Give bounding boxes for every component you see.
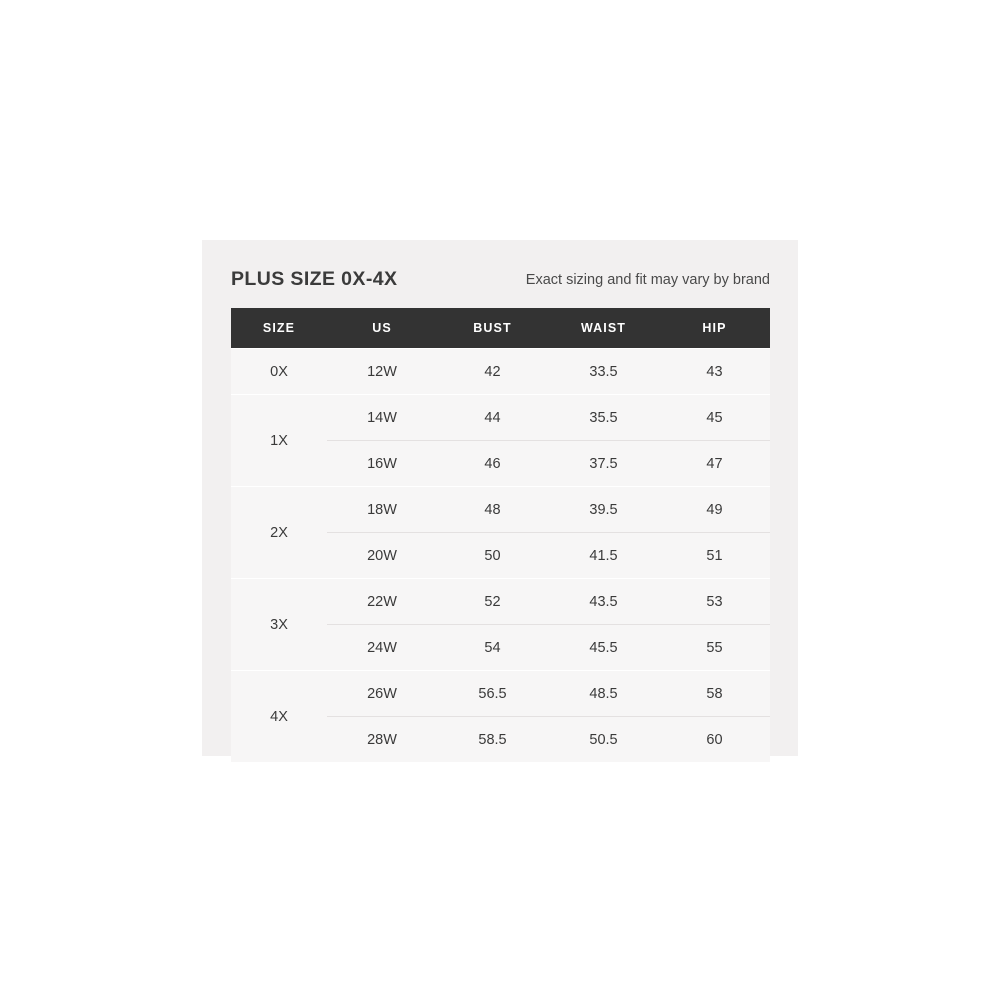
cell-hip: 58	[659, 671, 770, 717]
cell-size: 4X	[231, 671, 327, 763]
cell-hip: 60	[659, 717, 770, 763]
size-table-wrapper	[231, 308, 770, 762]
cell-us: 22W	[327, 579, 437, 625]
cell-bust: 52	[437, 579, 548, 625]
table-row	[231, 487, 770, 533]
column-header-us: US	[327, 308, 437, 349]
cell-waist: 43.5	[548, 579, 659, 625]
card-header	[202, 240, 798, 308]
cell-bust: 46	[437, 441, 548, 487]
cell-us: 18W	[327, 487, 437, 533]
column-header-waist: WAIST	[548, 308, 659, 349]
cell-waist: 33.5	[548, 349, 659, 395]
size-chart-table	[231, 308, 770, 762]
cell-us: 24W	[327, 625, 437, 671]
column-header-bust: BUST	[437, 308, 548, 349]
cell-us: 20W	[327, 533, 437, 579]
cell-bust: 48	[437, 487, 548, 533]
cell-hip: 53	[659, 579, 770, 625]
cell-waist: 48.5	[548, 671, 659, 717]
cell-hip: 51	[659, 533, 770, 579]
cell-waist: 50.5	[548, 717, 659, 763]
table-row	[231, 395, 770, 441]
cell-hip: 55	[659, 625, 770, 671]
column-header-size: SIZE	[231, 308, 327, 349]
cell-hip: 47	[659, 441, 770, 487]
sizing-disclaimer: Exact sizing and fit may vary by brand	[525, 272, 770, 288]
size-chart-card	[202, 240, 798, 756]
cell-bust: 44	[437, 395, 548, 441]
cell-hip: 45	[659, 395, 770, 441]
table-header-row	[231, 308, 770, 349]
cell-waist: 39.5	[548, 487, 659, 533]
table-row	[231, 349, 770, 395]
cell-size: 0X	[231, 349, 327, 395]
table-row	[231, 671, 770, 717]
cell-bust: 58.5	[437, 717, 548, 763]
cell-us: 12W	[327, 349, 437, 395]
cell-hip: 43	[659, 349, 770, 395]
table-head	[231, 308, 770, 349]
cell-size: 1X	[231, 395, 327, 487]
cell-waist: 45.5	[548, 625, 659, 671]
cell-us: 14W	[327, 395, 437, 441]
cell-bust: 42	[437, 349, 548, 395]
cell-bust: 54	[437, 625, 548, 671]
cell-us: 28W	[327, 717, 437, 763]
cell-bust: 50	[437, 533, 548, 579]
cell-us: 26W	[327, 671, 437, 717]
column-header-hip: HIP	[659, 308, 770, 349]
cell-waist: 37.5	[548, 441, 659, 487]
cell-bust: 56.5	[437, 671, 548, 717]
cell-waist: 41.5	[548, 533, 659, 579]
cell-hip: 49	[659, 487, 770, 533]
cell-us: 16W	[327, 441, 437, 487]
page-title: PLUS SIZE 0X-4X	[231, 268, 398, 290]
table-body	[231, 349, 770, 763]
cell-size: 3X	[231, 579, 327, 671]
table-row	[231, 579, 770, 625]
cell-size: 2X	[231, 487, 327, 579]
cell-waist: 35.5	[548, 395, 659, 441]
